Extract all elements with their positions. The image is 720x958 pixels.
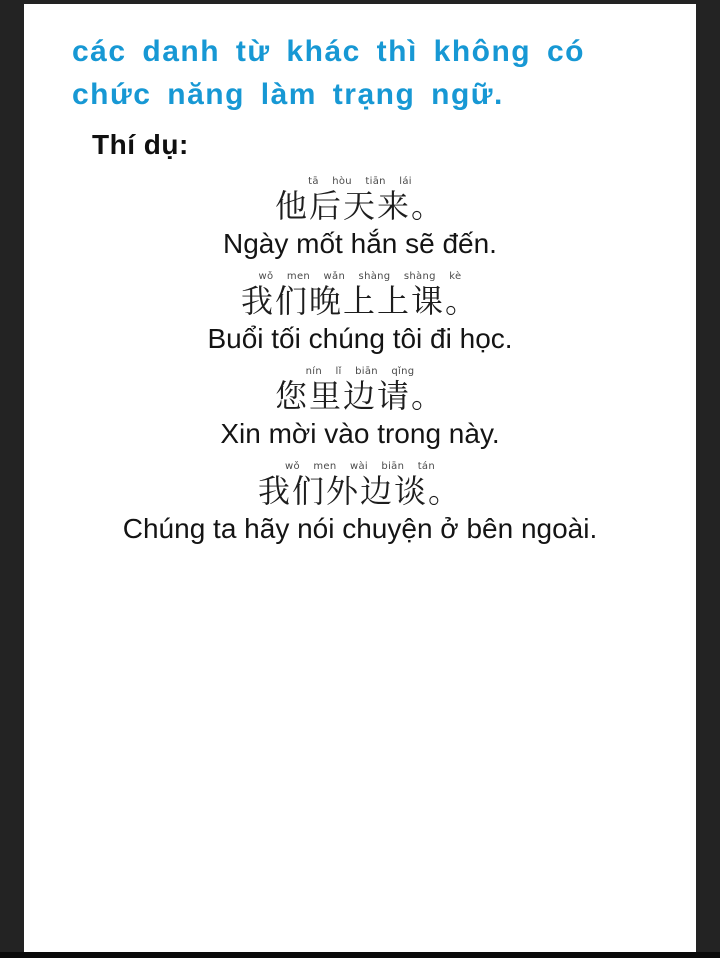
page-heading (24, 4, 696, 116)
examples-label: Thí dụ: (92, 129, 189, 160)
book-page (24, 4, 696, 952)
vietnamese-translation: Chúng ta hãy nói chuyện ở bên ngoài. (122, 513, 598, 544)
example-item-4 (24, 461, 696, 545)
examples-list (24, 176, 696, 545)
bottom-frame-strip (0, 952, 720, 958)
hanzi-line: 他后天来。 (274, 187, 445, 225)
example-item-1 (24, 176, 696, 260)
hanzi-line: 我们外边谈。 (257, 472, 462, 510)
pinyin-line: wǒ men wǎn shàng shàng kè (258, 271, 462, 282)
hanzi-line: 您里边请。 (274, 377, 445, 415)
vietnamese-translation: Xin mời vào trong này. (220, 418, 500, 449)
hanzi-line: 我们晚上上课。 (240, 282, 479, 320)
heading-line-2: chức năng làm trạng ngữ. (72, 78, 504, 111)
heading-line-1: các danh từ khác thì không có (72, 35, 585, 68)
pinyin-line: nín lǐ biān qǐng (305, 366, 415, 377)
vietnamese-translation: Ngày mốt hắn sẽ đến. (223, 228, 497, 259)
vietnamese-translation: Buổi tối chúng tôi đi học. (207, 323, 513, 354)
pinyin-line: tā hòu tiān lái (308, 176, 412, 187)
example-item-2 (24, 271, 696, 355)
example-item-3 (24, 366, 696, 450)
pinyin-line: wǒ men wài biān tán (284, 461, 435, 472)
